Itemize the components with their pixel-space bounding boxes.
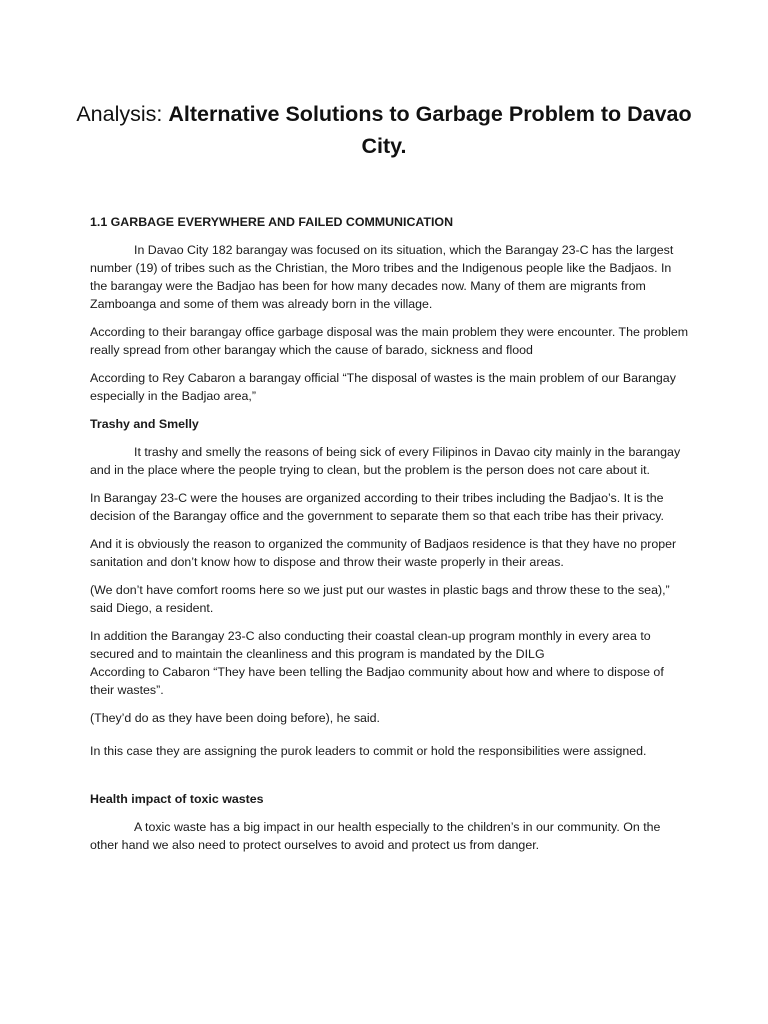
page-title	[60, 98, 708, 162]
paragraph-houses-organized: In Barangay 23-C were the houses are organized according to their tribes including the Badjao’s. It is the decision of the Barangay office and the government to separate them so that each tribe has their privacy.	[90, 491, 664, 523]
paragraph-cleanup-program: In addition the Barangay 23-C also conducting their coastal clean-up program monthly in every area to secured and to maintain the cleanliness and this program is mandated by the DILG	[90, 629, 651, 661]
title-lead: Analysis:	[76, 102, 163, 126]
paragraph-sanitation: And it is obviously the reason to organized the community of Badjaos residence is that they have no proper sanitation and don’t know how to dispose and throw their waste properly in their areas.	[90, 537, 677, 569]
paragraph-diego-quote: (We don’t have comfort rooms here so we just put our wastes in plastic bags and throw these to the sea),” said Diego, a resident.	[90, 583, 670, 615]
title-main: Alternative Solutions to Garbage Problem to Davao City.	[168, 102, 692, 158]
section-heading: 1.1 GARBAGE EVERYWHERE AND FAILED COMMUNICATION	[90, 215, 454, 229]
paragraph-trashy: It trashy and smelly the reasons of being sick of every Filipinos in Davao city mainly in the barangay and in the place where the people trying to clean, but the problem is the person does not care about it.	[90, 445, 681, 477]
paragraph-cabaron-quote: According to Rey Cabaron a barangay official “The disposal of wastes is the main problem of our Barangay especially in the Badjao area,”	[90, 371, 676, 403]
paragraph-intro: In Davao City 182 barangay was focused on its situation, which the Barangay 23-C has the largest number (19) of tribes such as the Christian, the Moro tribes and the Indigenous people like the Badjaos. In the barangay were the Badjao has been for how many decades now. Many of them are migrants from Zamboanga and some of them was already born in the village.	[90, 243, 674, 311]
paragraph-garbage-disposal: According to their barangay office garbage disposal was the main problem they were encounter. The problem really spread from other barangay which the cause of barado, sickness and flood	[90, 325, 689, 357]
paragraph-toxic-waste: A toxic waste has a big impact in our health especially to the children’s in our community. On the other hand we also need to protect ourselves to avoid and protect us from danger.	[90, 820, 661, 852]
subheading-health-impact: Health impact of toxic wastes	[90, 792, 264, 806]
paragraph-cabaron-telling: According to Cabaron “They have been telling the Badjao community about how and where to dispose of their wastes”.	[90, 665, 664, 697]
paragraph-purok-leaders: In this case they are assigning the purok leaders to commit or hold the responsibilities were assigned.	[90, 744, 647, 758]
subheading-trashy-smelly: Trashy and Smelly	[90, 417, 199, 431]
paragraph-doing-before: (They’d do as they have been doing before), he said.	[90, 711, 380, 725]
document-body	[90, 213, 690, 864]
